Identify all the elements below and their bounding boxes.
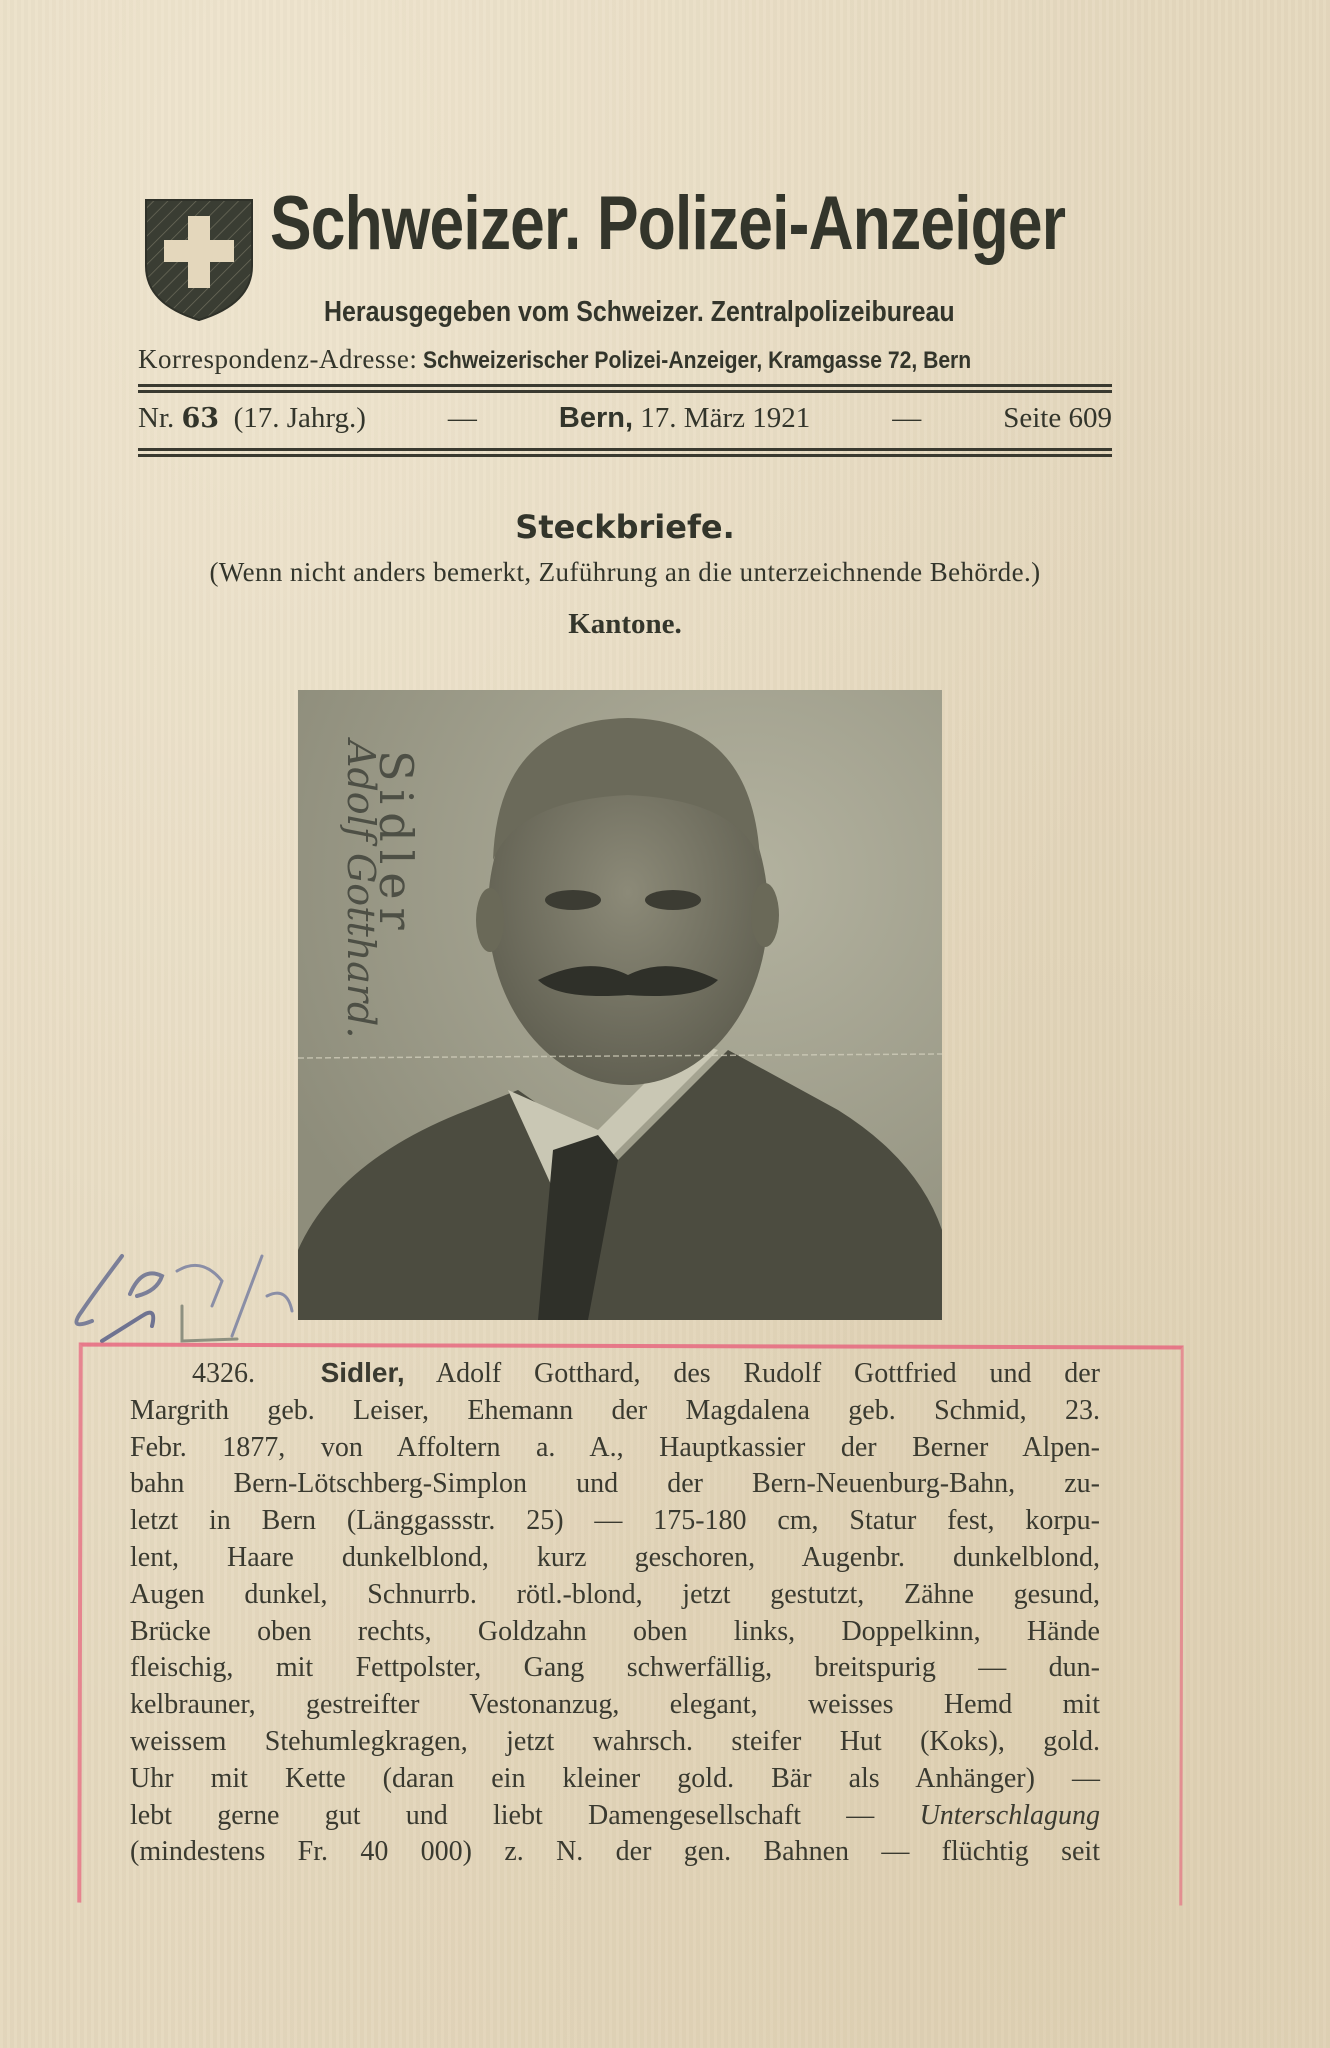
entry-line: bahn Bern-Lötschberg-Simplon und der Bern-Neuenburg-Bahn, zu- bbox=[130, 1468, 1100, 1500]
entry-surname: Sidler, bbox=[320, 1357, 405, 1388]
entry-line: Uhr mit Kette (daran ein kleiner gold. Bär als Anhänger) — bbox=[130, 1762, 1100, 1794]
issue-year: (17. Jahrg.) bbox=[233, 402, 366, 434]
entry-offense: Unterschlagung bbox=[919, 1799, 1101, 1831]
entry-number: 4326. bbox=[192, 1358, 255, 1389]
issue-page: Seite 609 bbox=[1003, 402, 1112, 434]
issue-nr-label: Nr. bbox=[138, 402, 175, 434]
correspondence-address bbox=[138, 344, 1045, 375]
entry-line: Margrith geb. Leiser, Ehemann der Magdalena geb. Schmid, 23. bbox=[130, 1394, 1100, 1426]
publication-title: Schweizer. Polizei-Anzeiger bbox=[270, 181, 1066, 266]
entry-line: (mindestens Fr. 40 000) z. N. der gen. Bahnen — flüchtig seit bbox=[130, 1836, 1100, 1868]
pencil-annotation bbox=[62, 1236, 302, 1346]
address-label: Korrespondenz-Adresse: bbox=[138, 344, 418, 374]
rule-top bbox=[138, 384, 1112, 393]
rule-bottom bbox=[138, 448, 1112, 457]
dash: — bbox=[892, 402, 922, 434]
entry-line: lent, Haare dunkelblond, kurz geschoren, Augenbr. dunkelblond, bbox=[130, 1541, 1100, 1573]
entry-line: lebt gerne gut und liebt Damengesellschaft — Unterschlagung bbox=[130, 1799, 1101, 1831]
issue-date: 17. März 1921 bbox=[640, 402, 811, 434]
entry-line: kelbrauner, gestreifter Vestonanzug, elegant, weisses Hemd mit bbox=[130, 1689, 1100, 1721]
handwritten-given-name: Adolf Gotthard. bbox=[339, 740, 383, 1039]
publication-subtitle: Herausgegeben vom Schweizer. Zentralpolizeibureau bbox=[324, 296, 955, 328]
entry-line: weissem Stehumlegkragen, jetzt wahrsch. steifer Hut (Koks), gold. bbox=[130, 1725, 1100, 1757]
issue-line bbox=[138, 402, 1112, 435]
section-note: (Wenn nicht anders bemerkt, Zuführung an die unterzeichnende Behörde.) bbox=[209, 557, 1041, 587]
issue-number-group bbox=[138, 402, 366, 435]
wanted-entry bbox=[130, 1355, 1100, 1871]
entry-line: Brücke oben rechts, Goldzahn oben links, Doppelkinn, Hände bbox=[130, 1615, 1100, 1647]
issue-place: Bern, bbox=[558, 402, 634, 434]
issue-place-date bbox=[559, 402, 810, 435]
entry-line: fleischig, mit Fettpolster, Gang schwerfällig, breitspurig — dun- bbox=[130, 1652, 1100, 1684]
swiss-shield-icon bbox=[144, 196, 254, 322]
entry-line: 4326. Sidler, Adolf Gotthard, des Rudolf Gottfried und der bbox=[192, 1357, 1100, 1389]
issue-number: 63 bbox=[181, 403, 220, 434]
portrait-photo bbox=[298, 690, 942, 1320]
section-heading: Steckbriefe. bbox=[515, 508, 735, 546]
dash: — bbox=[447, 402, 477, 434]
entry-line: Augen dunkel, Schnurrb. rötl.-blond, jetzt gestutzt, Zähne gesund, bbox=[130, 1578, 1100, 1610]
entry-line: Febr. 1877, von Affoltern a. A., Hauptkassier der Berner Alpen- bbox=[130, 1431, 1100, 1463]
address-value: Schweizerischer Polizei-Anzeiger, Kramgasse 72, Bern bbox=[422, 347, 971, 374]
entry-line: letzt in Bern (Länggassstr. 25) — 175-180 cm, Statur fest, korpu- bbox=[130, 1505, 1100, 1537]
handwritten-surname: Sidler bbox=[369, 750, 423, 938]
section-subheading: Kantone. bbox=[568, 608, 682, 640]
